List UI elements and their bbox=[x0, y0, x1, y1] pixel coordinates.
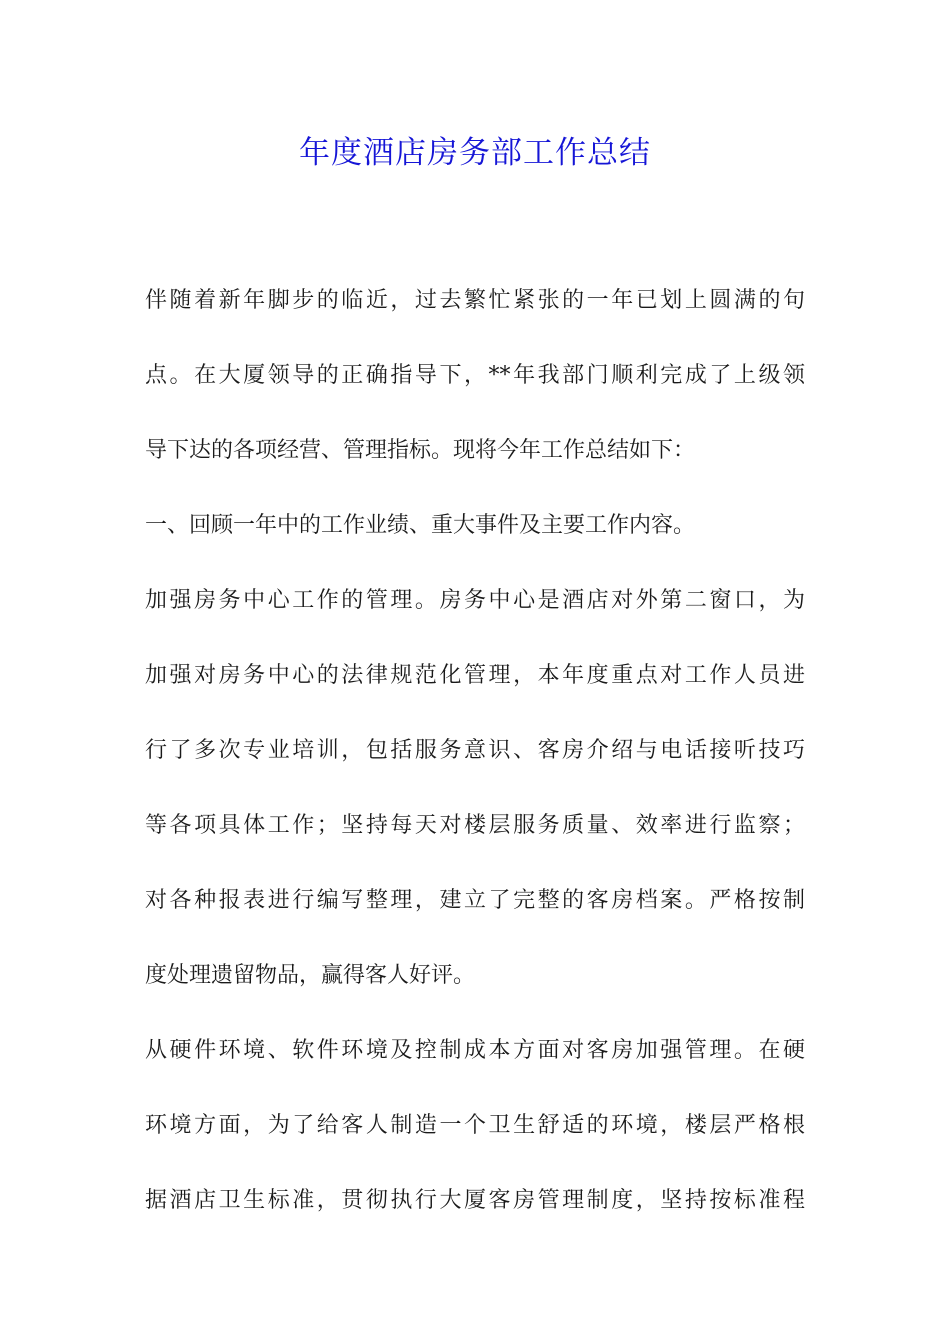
document-title: 年度酒店房务部工作总结 bbox=[299, 135, 651, 171]
body-line: 度处理遗留物品，赢得客人好评。 bbox=[145, 963, 476, 988]
body-line: 加强房务中心工作的管理。房务中心是酒店对外第二窗口，为 bbox=[145, 588, 805, 613]
body-line: 从硬件环境、软件环境及控制成本方面对客房加强管理。在硬 bbox=[145, 1038, 805, 1063]
body-line: 环境方面，为了给客人制造一个卫生舒适的环境，楼层严格根 bbox=[145, 1113, 805, 1138]
body-line: 导下达的各项经营、管理指标。现将今年工作总结如下： bbox=[145, 438, 696, 463]
body-line: 伴随着新年脚步的临近，过去繁忙紧张的一年已划上圆满的句 bbox=[145, 288, 805, 313]
document-body bbox=[145, 263, 805, 1238]
body-line: 加强对房务中心的法律规范化管理，本年度重点对工作人员进 bbox=[145, 663, 805, 688]
body-line: 等各项具体工作；坚持每天对楼层服务质量、效率进行监察； bbox=[145, 813, 805, 838]
body-line: 据酒店卫生标准，贯彻执行大厦客房管理制度，坚持按标准程 bbox=[145, 1188, 805, 1213]
body-line: 点。在大厦领导的正确指导下，**年我部门顺利完成了上级领 bbox=[145, 363, 805, 388]
body-line: 一、回顾一年中的工作业绩、重大事件及主要工作内容。 bbox=[145, 513, 696, 538]
body-line: 对各种报表进行编写整理，建立了完整的客房档案。严格按制 bbox=[145, 888, 805, 913]
body-line: 行了多次专业培训，包括服务意识、客房介绍与电话接听技巧 bbox=[145, 738, 805, 763]
